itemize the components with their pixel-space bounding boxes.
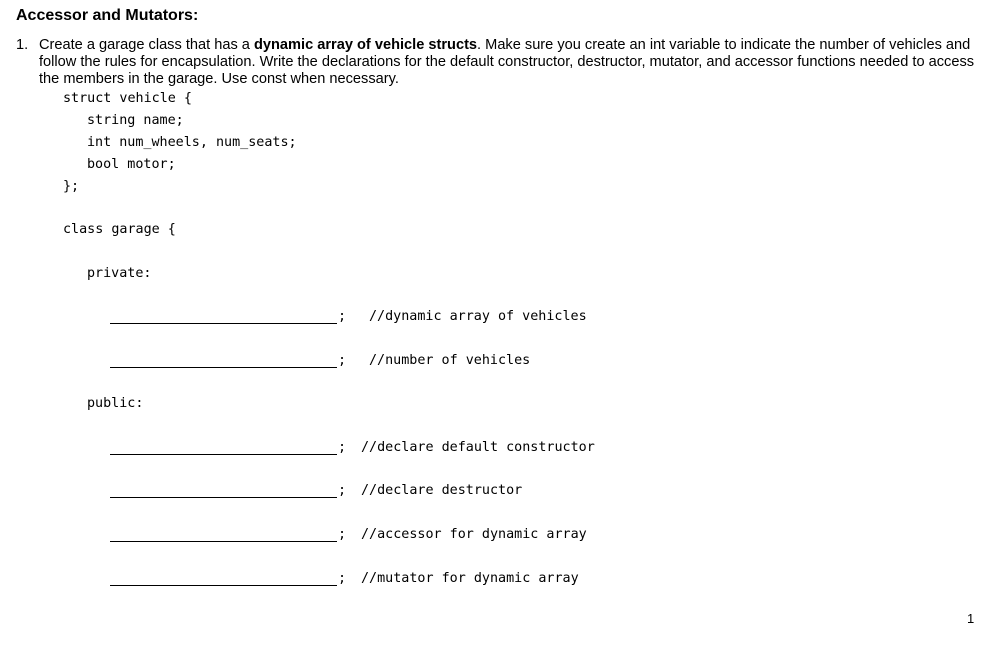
blank-comment: //mutator for dynamic array <box>361 571 579 586</box>
answer-blank-line[interactable] <box>110 454 337 455</box>
page-number: 1 <box>967 611 975 626</box>
answer-blank-row <box>110 483 523 501</box>
answer-blank-line[interactable] <box>110 367 337 368</box>
blank-semicolon: ; <box>338 353 347 368</box>
class-open-line: class garage { <box>63 222 176 237</box>
answer-blank-line[interactable] <box>110 323 337 324</box>
struct-field-line: string name; <box>87 113 184 128</box>
answer-blank-row <box>110 440 595 458</box>
answer-blank-line[interactable] <box>110 585 337 586</box>
blank-semicolon: ; <box>338 571 347 586</box>
answer-blank-row <box>110 527 587 545</box>
blank-semicolon: ; <box>338 483 347 498</box>
struct-field-line: bool motor; <box>87 157 176 172</box>
question-text-part: Create a garage class that has a <box>39 37 254 53</box>
struct-open-line: struct vehicle { <box>63 91 192 106</box>
public-label: public: <box>87 396 144 411</box>
blank-comment: //declare destructor <box>361 483 523 498</box>
answer-blank-line[interactable] <box>110 541 337 542</box>
blank-comment: //number of vehicles <box>369 353 531 368</box>
struct-field-line: int num_wheels, num_seats; <box>87 135 297 150</box>
blank-semicolon: ; <box>338 527 347 542</box>
answer-blank-row <box>110 309 587 327</box>
private-label: private: <box>87 266 152 281</box>
answer-blank-line[interactable] <box>110 497 337 498</box>
page-title: Accessor and Mutators: <box>16 7 199 24</box>
blank-comment: //dynamic array of vehicles <box>369 309 587 324</box>
blank-comment: //accessor for dynamic array <box>361 527 587 542</box>
blank-semicolon: ; <box>338 309 347 324</box>
struct-close-line: }; <box>63 179 80 194</box>
question-text-emphasis: dynamic array of vehicle structs <box>253 37 478 53</box>
question-text-part: . Make sure you create an int variable to indicate the number of vehicles and follow the rules for encapsulation. Write the declarations for the default constructor, destructor, mutator, and accessor functions needed to access the members in the garage. Use const when necessary. <box>39 37 975 87</box>
answer-blank-row <box>110 571 579 589</box>
answer-blank-row <box>110 353 531 371</box>
blank-semicolon: ; <box>338 440 347 455</box>
question-number: 1. <box>16 37 29 53</box>
question-text <box>39 37 989 88</box>
blank-comment: //declare default constructor <box>361 440 595 455</box>
